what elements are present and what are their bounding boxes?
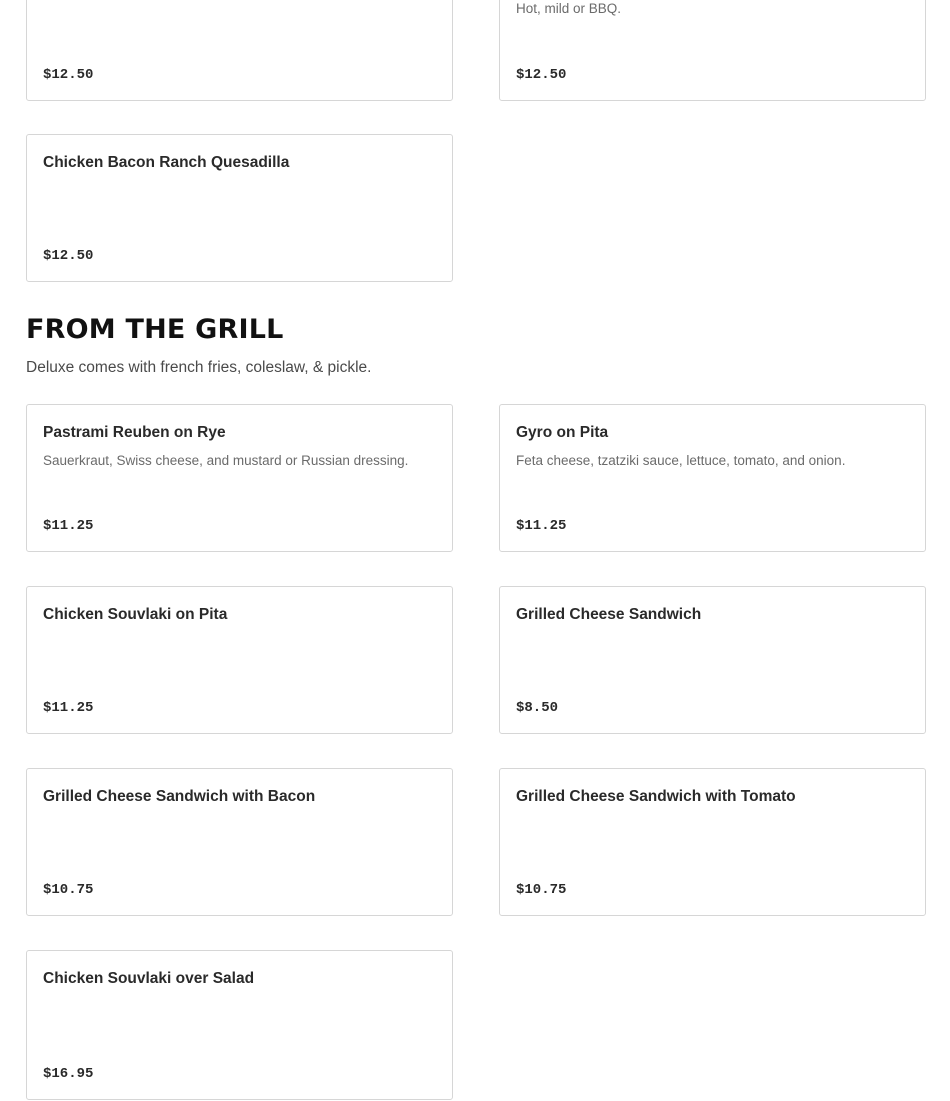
menu-item-card[interactable]	[26, 134, 453, 282]
section-description: Deluxe comes with french fries, coleslaw, & pickle.	[26, 359, 372, 376]
menu-item-price: $11.25	[43, 700, 94, 716]
menu-item-name: Gyro on Pita	[516, 424, 609, 441]
menu-item-card[interactable]	[499, 0, 926, 101]
menu-item-price: $11.25	[516, 518, 567, 534]
menu-item-price: $11.25	[43, 518, 94, 534]
menu-item-card[interactable]	[26, 768, 453, 916]
menu-item-card[interactable]	[26, 0, 453, 101]
menu-item-name: Grilled Cheese Sandwich	[516, 606, 702, 623]
menu-item-price: $10.75	[43, 882, 94, 898]
menu-item-description: Feta cheese, tzatziki sauce, lettuce, tomato, and onion.	[516, 453, 846, 468]
menu-item-price: $12.50	[516, 67, 567, 83]
menu-item-name: Grilled Cheese Sandwich with Bacon	[43, 788, 316, 805]
menu-item-name: Chicken Souvlaki on Pita	[43, 606, 228, 623]
menu-item-price: $16.95	[43, 1066, 94, 1082]
menu-item-price: $10.75	[516, 882, 567, 898]
menu-item-price: $12.50	[43, 67, 94, 83]
menu-item-name: Grilled Cheese Sandwich with Tomato	[516, 788, 796, 805]
menu-item-price: $12.50	[43, 248, 94, 264]
section-title: FROM THE GRILL	[26, 314, 284, 345]
menu-item-name: Chicken Souvlaki over Salad	[43, 970, 255, 987]
menu-item-name: Pastrami Reuben on Rye	[43, 424, 226, 441]
menu-item-card[interactable]	[26, 586, 453, 734]
menu-item-name: Chicken Bacon Ranch Quesadilla	[43, 154, 290, 171]
menu-item-card[interactable]	[499, 768, 926, 916]
menu-item-card[interactable]	[499, 586, 926, 734]
menu-item-description: Sauerkraut, Swiss cheese, and mustard or Russian dressing.	[43, 453, 409, 468]
menu-item-card[interactable]	[26, 950, 453, 1100]
menu-item-price: $8.50	[516, 700, 559, 716]
menu-item-card[interactable]	[26, 404, 453, 552]
menu-item-description: Hot, mild or BBQ.	[516, 1, 622, 16]
menu-item-card[interactable]	[499, 404, 926, 552]
